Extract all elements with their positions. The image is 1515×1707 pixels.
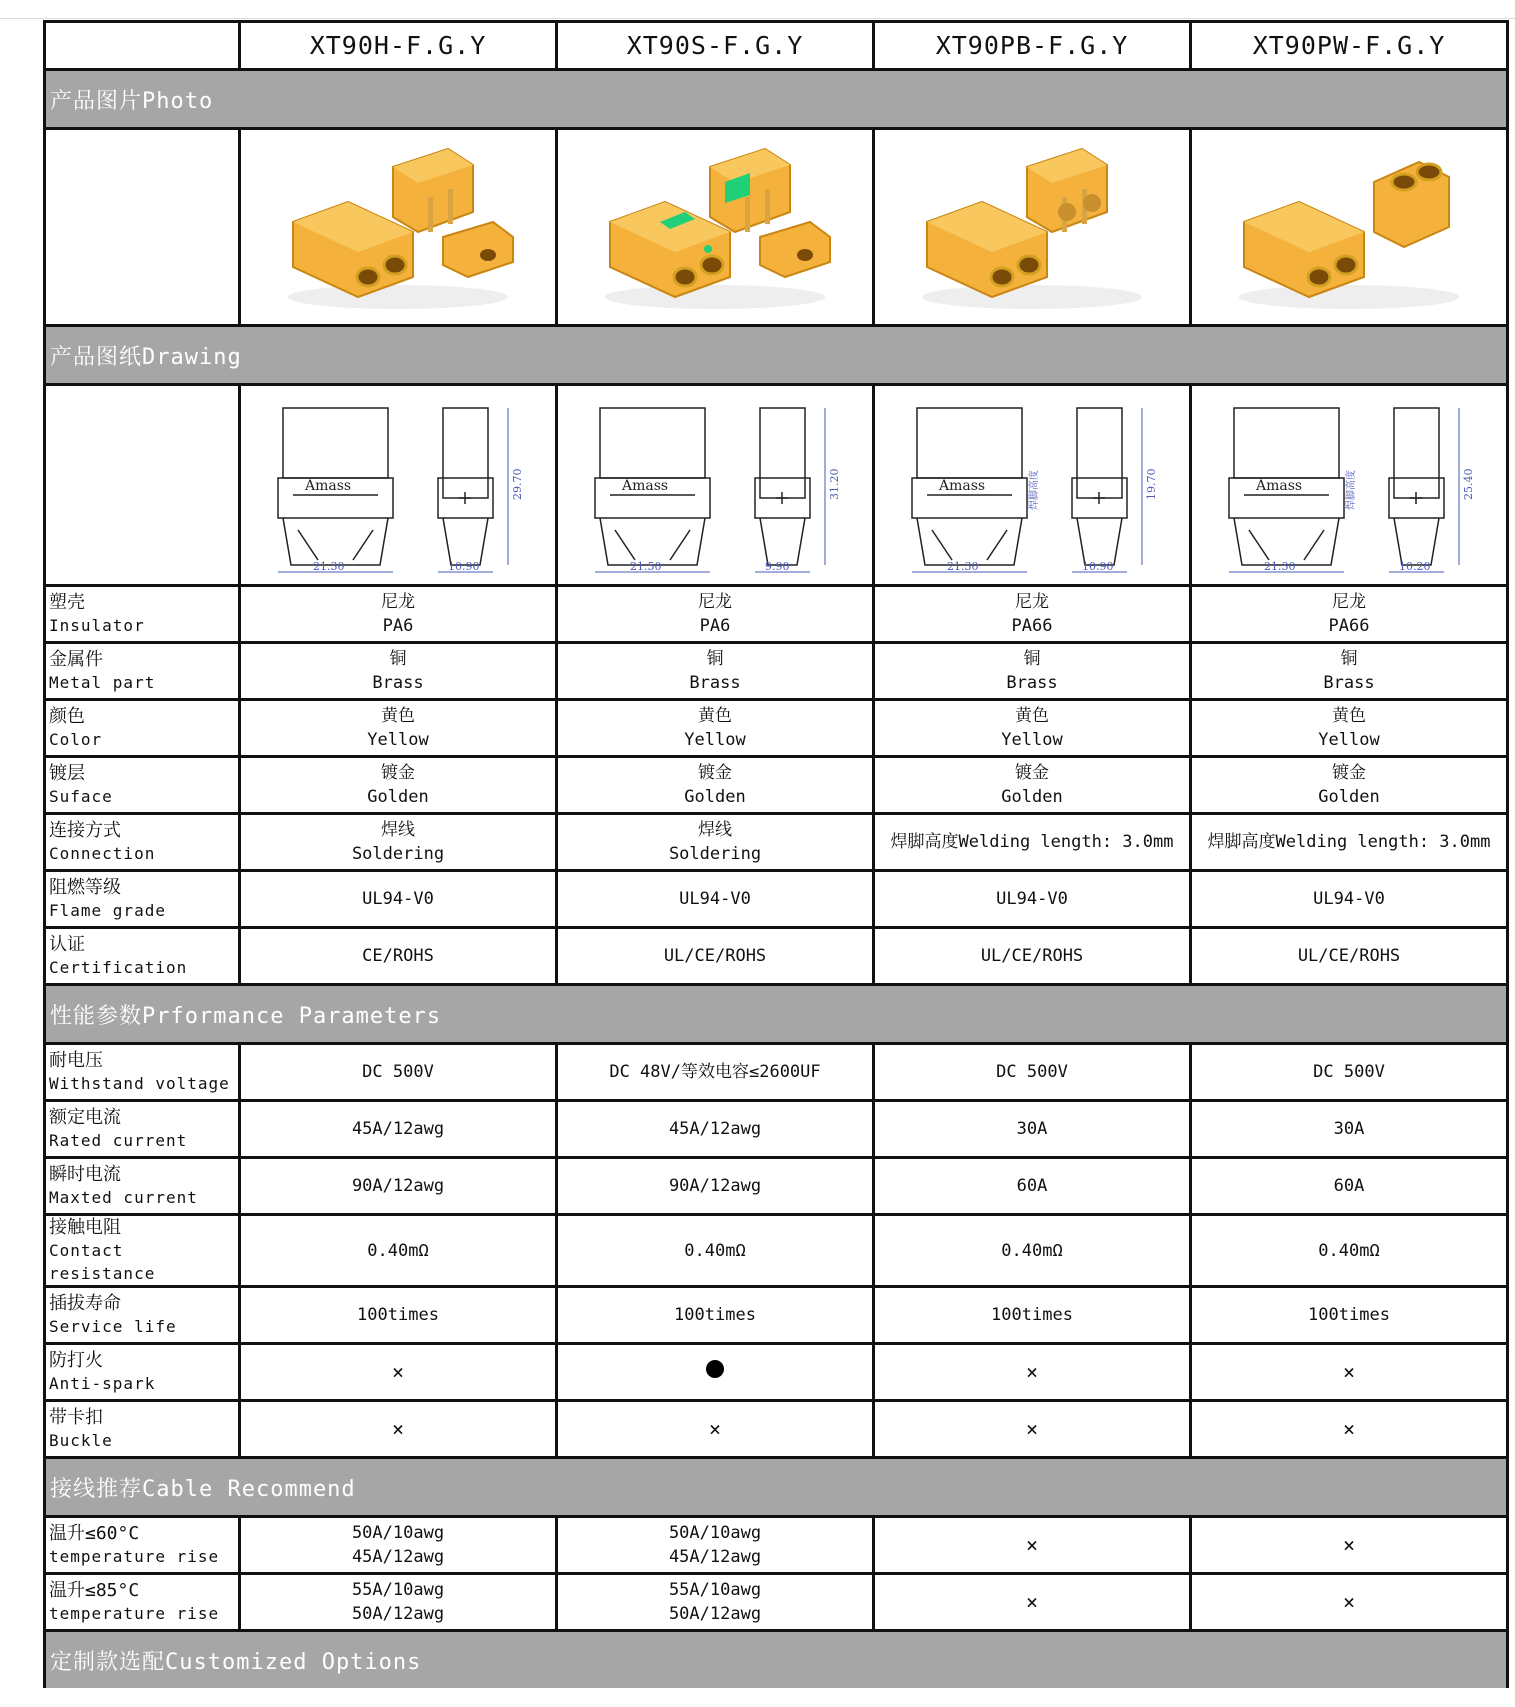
cross-mark: × (1342, 1533, 1356, 1557)
spec-row (45, 700, 1508, 757)
cell-value: Brass (1323, 673, 1375, 693)
spec-row (45, 1344, 1508, 1401)
connector-photo (907, 137, 1157, 317)
cell-value: 铜 (706, 649, 724, 669)
row-label-cell (45, 1044, 240, 1101)
row-label-cn: 连接方式 (49, 820, 121, 841)
photo-label-cell (45, 129, 240, 326)
spec-row (45, 1158, 1508, 1215)
dim-height-label: 25.40 (1462, 468, 1475, 500)
row-label-en: Insulator (49, 616, 145, 635)
cell-value: 焊线 (698, 820, 732, 840)
spec-row (45, 1044, 1508, 1101)
row-label-cell (45, 928, 240, 985)
dim-width-label: 21.30 (947, 560, 979, 573)
row-label-cell (45, 586, 240, 643)
cell-value: 尼龙 (381, 592, 415, 612)
cell-value: CE/ROHS (362, 946, 434, 966)
cross-mark: × (1342, 1417, 1356, 1441)
spec-table (43, 20, 1509, 1688)
value-cell (240, 928, 557, 985)
section-title-cell (45, 985, 1508, 1044)
value-cell (557, 643, 874, 700)
row-label-en: Certification (49, 958, 188, 977)
value-cell (240, 1158, 557, 1215)
value-cell (874, 814, 1191, 871)
value-cell (874, 1158, 1191, 1215)
drawing-cell (557, 385, 874, 586)
cell-value: 50A/10awg (668, 1523, 762, 1543)
male-connector-shape (393, 149, 473, 232)
cross-mark: × (1025, 1533, 1039, 1557)
section-header-custom (45, 1631, 1508, 1689)
value-cell (240, 1401, 557, 1458)
row-label-cn: 防打火 (49, 1350, 103, 1371)
section-title-cell (45, 1458, 1508, 1517)
photo-shadow (1239, 285, 1459, 309)
cell-value: 黄色 (1332, 706, 1366, 726)
cell-value: UL/CE/ROHS (980, 946, 1084, 966)
cell-value: 50A/12awg (668, 1604, 762, 1624)
spec-row (45, 1401, 1508, 1458)
spec-row (45, 643, 1508, 700)
cell-value: 30A (1333, 1119, 1365, 1139)
value-cell (240, 1287, 557, 1344)
dim-height-label: 19.70 (1145, 468, 1158, 500)
value-cell (874, 1215, 1191, 1287)
model-name: XT90S-F.G.Y (626, 31, 804, 60)
filled-dot-icon (706, 1360, 724, 1378)
cell-value: 镀金 (1332, 763, 1366, 783)
row-label-cell (45, 1574, 240, 1631)
value-cell (1191, 643, 1508, 700)
model-header-row (45, 22, 1508, 70)
cell-value: 铜 (1023, 649, 1041, 669)
value-cell (1191, 871, 1508, 928)
cell-value: 镀金 (698, 763, 732, 783)
connector-photo (273, 137, 523, 317)
row-label-cn: 温升≤85°C (49, 1580, 140, 1601)
value-cell (1191, 1287, 1508, 1344)
value-cell (240, 1574, 557, 1631)
row-label-cn: 额定电流 (49, 1107, 121, 1128)
cell-value: Brass (372, 673, 424, 693)
drawing-brand-label: Amass (939, 478, 986, 494)
value-cell (240, 1517, 557, 1574)
photo-cell (557, 129, 874, 326)
row-label-en: Maxted current (49, 1188, 198, 1207)
cell-value: 90A/12awg (351, 1176, 445, 1196)
cell-value: PA66 (1328, 616, 1370, 636)
value-cell (557, 1574, 874, 1631)
value-cell (1191, 1517, 1508, 1574)
value-cell (1191, 700, 1508, 757)
section-title-cell (45, 326, 1508, 385)
spec-row (45, 871, 1508, 928)
photo-row (45, 129, 1508, 326)
value-cell (240, 700, 557, 757)
drawing-cell (874, 385, 1191, 586)
value-cell (240, 1344, 557, 1401)
cell-value: 焊脚高度Welding length: 3.0mm (1207, 832, 1491, 852)
value-cell (557, 1401, 874, 1458)
cell-value: Golden (1318, 787, 1380, 807)
value-cell (240, 1215, 557, 1287)
dim-width-label: 21.30 (313, 560, 345, 573)
row-label-cell (45, 1344, 240, 1401)
row-label-cell (45, 700, 240, 757)
cell-value: 45A/12awg (351, 1119, 445, 1139)
section-header-cable (45, 1458, 1508, 1517)
dim-note-label: 焊脚高度 (1029, 470, 1040, 510)
value-cell (874, 1401, 1191, 1458)
cell-value: 45A/12awg (351, 1547, 445, 1567)
row-label-cn: 瞬时电流 (49, 1164, 121, 1185)
cell-value: DC 500V (362, 1062, 434, 1082)
value-cell (874, 1574, 1191, 1631)
cross-mark: × (1025, 1417, 1039, 1441)
cell-value: 0.40mΩ (684, 1240, 746, 1261)
cell-value: 焊线 (381, 820, 415, 840)
row-label-en: Anti-spark (49, 1374, 156, 1393)
value-cell (240, 871, 557, 928)
cell-value: 尼龙 (1015, 592, 1049, 612)
cell-value: 黄色 (1015, 706, 1049, 726)
cell-value: 镀金 (1015, 763, 1049, 783)
cross-mark: × (391, 1417, 405, 1441)
cell-value: UL94-V0 (362, 889, 434, 909)
drawing-brand-label: Amass (305, 478, 352, 494)
connector-photo (590, 137, 840, 317)
section-title: 定制款选配Customized Options (50, 1649, 422, 1675)
value-cell (874, 757, 1191, 814)
cell-value: DC 500V (996, 1062, 1068, 1082)
top-divider (0, 18, 1515, 19)
row-label-en: Buckle (49, 1431, 113, 1450)
drawing-cell (240, 385, 557, 586)
row-label-cell (45, 1158, 240, 1215)
value-cell (240, 1044, 557, 1101)
cell-value: UL94-V0 (1313, 889, 1385, 909)
row-label-cn: 耐电压 (49, 1050, 103, 1071)
row-label-cell (45, 871, 240, 928)
model-name: XT90PW-F.G.Y (1252, 31, 1446, 60)
cell-value: 黄色 (698, 706, 732, 726)
value-cell (557, 1101, 874, 1158)
cross-mark: × (1025, 1360, 1039, 1384)
connector-photo (1224, 137, 1474, 317)
cell-value: 100times (357, 1305, 439, 1325)
value-cell (557, 871, 874, 928)
spec-row (45, 1215, 1508, 1287)
cell-value: 镀金 (381, 763, 415, 783)
section-title-cell (45, 70, 1508, 129)
model-header-cell (240, 22, 557, 70)
spec-row (45, 1517, 1508, 1574)
technical-drawing (253, 390, 543, 580)
cell-value: DC 500V (1313, 1062, 1385, 1082)
value-cell (874, 928, 1191, 985)
dim-side-label: 9.90 (765, 560, 790, 573)
value-cell (557, 700, 874, 757)
cell-value: Brass (689, 673, 741, 693)
value-cell (240, 643, 557, 700)
drawing-brand-label: Amass (622, 478, 669, 494)
row-label-en: Service life (49, 1317, 177, 1336)
drawing-cell (1191, 385, 1508, 586)
cap-shape (443, 222, 513, 277)
value-cell (874, 1344, 1191, 1401)
value-cell (557, 757, 874, 814)
spec-row (45, 757, 1508, 814)
photo-cell (240, 129, 557, 326)
dim-side-label: 10.90 (448, 560, 480, 573)
section-header-drawing (45, 326, 1508, 385)
header-corner-cell (45, 22, 240, 70)
row-label-cn: 阻燃等级 (49, 877, 121, 898)
technical-drawing (570, 390, 860, 580)
row-label-cell (45, 1215, 240, 1287)
cell-value: PA66 (1011, 616, 1053, 636)
spec-row (45, 586, 1508, 643)
row-label-en: Connection (49, 844, 156, 863)
cell-value: Yellow (367, 730, 429, 750)
model-name: XT90PB-F.G.Y (935, 31, 1129, 60)
value-cell (874, 586, 1191, 643)
value-cell (240, 814, 557, 871)
row-label-en: Suface (49, 787, 113, 806)
row-label-cell (45, 814, 240, 871)
value-cell (874, 1287, 1191, 1344)
value-cell (1191, 1401, 1508, 1458)
cross-mark: × (708, 1417, 722, 1441)
cell-value: 焊脚高度Welding length: 3.0mm (890, 832, 1174, 852)
value-cell (1191, 586, 1508, 643)
cell-value: UL94-V0 (679, 889, 751, 909)
section-title: 产品图片Photo (50, 88, 214, 114)
cell-value: 30A (1016, 1119, 1048, 1139)
value-cell (557, 814, 874, 871)
cell-value: 0.40mΩ (367, 1240, 429, 1261)
cell-value: Yellow (1318, 730, 1380, 750)
value-cell (1191, 928, 1508, 985)
cell-value: 铜 (1340, 649, 1358, 669)
row-label-cell (45, 1517, 240, 1574)
value-cell (240, 586, 557, 643)
cell-value: 45A/12awg (668, 1547, 762, 1567)
value-cell (557, 1517, 874, 1574)
cross-mark: × (1342, 1360, 1356, 1384)
drawing-brand-label: Amass (1256, 478, 1303, 494)
cell-value: 0.40mΩ (1318, 1240, 1380, 1261)
row-label-en: Rated current (49, 1131, 188, 1150)
dim-height-label: 29.70 (511, 468, 524, 500)
row-label-en: Withstand voltage (49, 1074, 230, 1093)
cell-value: 55A/10awg (351, 1580, 445, 1600)
row-label-cn: 温升≤60°C (49, 1523, 140, 1544)
cell-value: 黄色 (381, 706, 415, 726)
value-cell (874, 643, 1191, 700)
model-header-cell (557, 22, 874, 70)
cell-value: Golden (367, 787, 429, 807)
dim-width-label: 21.50 (630, 560, 662, 573)
cell-value: Brass (1006, 673, 1058, 693)
cell-value: 60A (1016, 1176, 1048, 1196)
row-label-en: Contact resistance (49, 1241, 156, 1283)
cell-value: UL/CE/ROHS (663, 946, 767, 966)
row-label-cn: 金属件 (49, 649, 103, 670)
row-label-cn: 颜色 (49, 706, 85, 727)
photo-shadow (922, 285, 1142, 309)
row-label-en: temperature rise (49, 1547, 220, 1566)
dim-note-label: 焊脚高度 (1346, 470, 1357, 510)
value-cell (874, 871, 1191, 928)
spec-row (45, 928, 1508, 985)
row-label-en: Color (49, 730, 103, 749)
value-cell (557, 928, 874, 985)
row-label-cell (45, 757, 240, 814)
row-label-cell (45, 1101, 240, 1158)
row-label-cell (45, 1287, 240, 1344)
cell-value: 0.40mΩ (1001, 1240, 1063, 1261)
value-cell (557, 1215, 874, 1287)
value-cell (1191, 814, 1508, 871)
value-cell (1191, 1101, 1508, 1158)
cell-value: Golden (684, 787, 746, 807)
value-cell (1191, 1158, 1508, 1215)
row-label-cell (45, 643, 240, 700)
drawing-label-cell (45, 385, 240, 586)
cell-value: 100times (991, 1305, 1073, 1325)
cross-mark: × (1025, 1590, 1039, 1614)
value-cell (240, 757, 557, 814)
cell-value: 50A/10awg (351, 1523, 445, 1543)
section-title: 接线推荐Cable Recommend (50, 1476, 356, 1502)
cell-value: 尼龙 (1332, 592, 1366, 612)
dim-side-label: 10.90 (1082, 560, 1114, 573)
cell-value: Soldering (351, 844, 445, 864)
value-cell (557, 586, 874, 643)
cell-value: 铜 (389, 649, 407, 669)
cell-value: Soldering (668, 844, 762, 864)
cell-value: 55A/10awg (668, 1580, 762, 1600)
cross-mark: × (391, 1360, 405, 1384)
male-connector-shape (710, 149, 790, 232)
photo-shadow (605, 285, 825, 309)
spec-row (45, 1574, 1508, 1631)
value-cell (557, 1344, 874, 1401)
cell-value: 100times (1308, 1305, 1390, 1325)
row-label-en: temperature rise (49, 1604, 220, 1623)
cell-value: 50A/12awg (351, 1604, 445, 1624)
row-label-cn: 插拔寿命 (49, 1293, 121, 1314)
section-title: 性能参数Prformance Parameters (50, 1003, 442, 1029)
value-cell (1191, 1344, 1508, 1401)
cap-shape (760, 222, 830, 277)
dim-width-label: 21.30 (1264, 560, 1296, 573)
cell-value: PA6 (382, 616, 414, 636)
cell-value: UL94-V0 (996, 889, 1068, 909)
cell-value: Yellow (684, 730, 746, 750)
technical-drawing (887, 390, 1177, 580)
section-header-photo (45, 70, 1508, 129)
spec-row (45, 814, 1508, 871)
cell-value: DC 48V/等效电容≤2600UF (609, 1062, 821, 1082)
model-name: XT90H-F.G.Y (309, 31, 487, 60)
row-label-cn: 塑壳 (49, 592, 85, 613)
spec-row (45, 1101, 1508, 1158)
section-header-performance (45, 985, 1508, 1044)
model-header-cell (1191, 22, 1508, 70)
cell-value: UL/CE/ROHS (1297, 946, 1401, 966)
cross-mark: × (1342, 1590, 1356, 1614)
row-label-cell (45, 1401, 240, 1458)
photo-cell (1191, 129, 1508, 326)
value-cell (557, 1044, 874, 1101)
value-cell (874, 700, 1191, 757)
cell-value: 60A (1333, 1176, 1365, 1196)
dim-height-label: 31.20 (828, 468, 841, 500)
row-label-en: Metal part (49, 673, 156, 692)
dim-side-label: 10.20 (1399, 560, 1431, 573)
photo-shadow (288, 285, 508, 309)
cell-value: 尼龙 (698, 592, 732, 612)
cell-value: Yellow (1001, 730, 1063, 750)
value-cell (240, 1101, 557, 1158)
cell-value: Golden (1001, 787, 1063, 807)
drawing-row (45, 385, 1508, 586)
value-cell (1191, 757, 1508, 814)
female-connector-shape (1244, 202, 1364, 297)
value-cell (557, 1287, 874, 1344)
row-label-en: Flame grade (49, 901, 166, 920)
value-cell (557, 1158, 874, 1215)
cell-value: 100times (674, 1305, 756, 1325)
model-header-cell (874, 22, 1191, 70)
spec-row (45, 1287, 1508, 1344)
value-cell (1191, 1574, 1508, 1631)
section-title-cell (45, 1631, 1508, 1689)
male-connector-shape (1027, 149, 1107, 232)
photo-cell (874, 129, 1191, 326)
row-label-cn: 镀层 (49, 763, 85, 784)
cell-value: PA6 (699, 616, 731, 636)
value-cell (1191, 1215, 1508, 1287)
value-cell (1191, 1044, 1508, 1101)
cell-value: 45A/12awg (668, 1119, 762, 1139)
technical-drawing (1204, 390, 1494, 580)
row-label-cn: 认证 (49, 934, 85, 955)
row-label-cn: 带卡扣 (49, 1407, 103, 1428)
value-cell (874, 1517, 1191, 1574)
value-cell (874, 1101, 1191, 1158)
cell-value: 90A/12awg (668, 1176, 762, 1196)
row-label-cn: 接触电阻 (49, 1217, 121, 1238)
value-cell (874, 1044, 1191, 1101)
male-connector-shape (1374, 162, 1449, 247)
section-title: 产品图纸Drawing (50, 344, 242, 370)
